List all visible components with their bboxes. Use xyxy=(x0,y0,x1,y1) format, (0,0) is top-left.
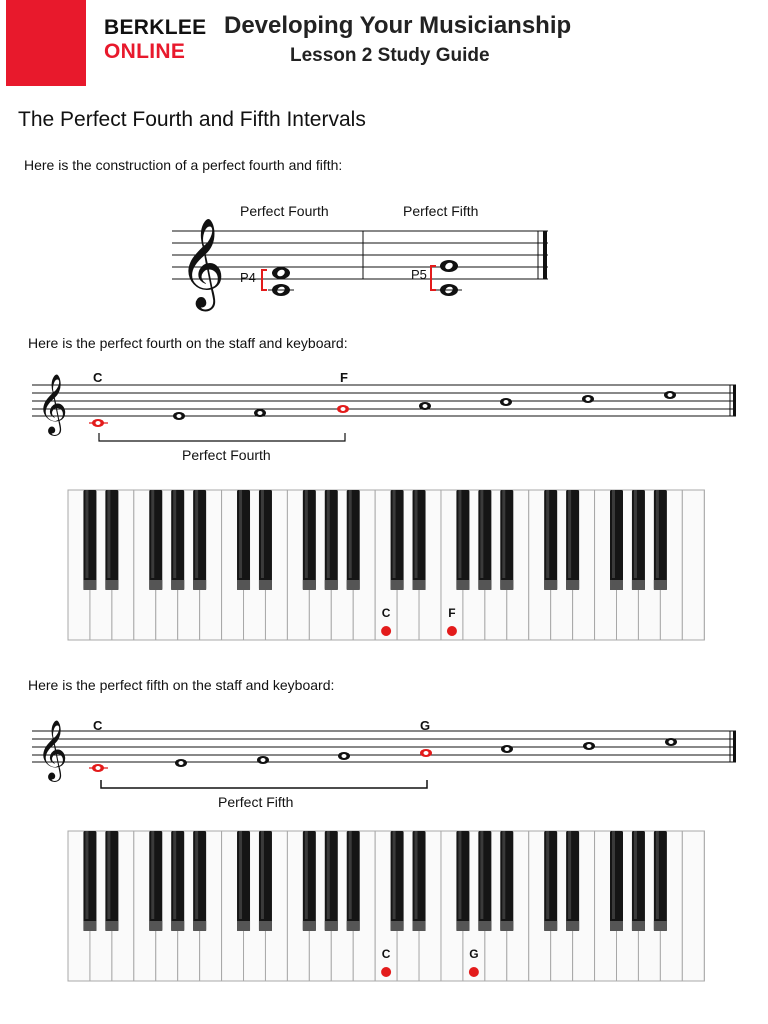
intro-paragraph: Here is the construction of a perfect fourth and fifth: xyxy=(24,157,343,173)
brand-name-line2: ONLINE xyxy=(104,40,186,63)
key-c-label: C xyxy=(381,947,391,961)
key-marker-dot xyxy=(469,967,479,977)
fourth-bracket-label: Perfect Fourth xyxy=(182,447,271,463)
black-key xyxy=(149,831,162,931)
course-title: Developing Your Musicianship xyxy=(224,12,572,39)
brand-name-line1: BERKLEE xyxy=(104,16,207,39)
fourth-end-note-label: F xyxy=(340,370,348,385)
white-key xyxy=(682,831,704,981)
key-c-label: C xyxy=(381,606,391,620)
black-key xyxy=(566,831,579,931)
black-key xyxy=(193,831,206,931)
treble-clef-icon: 𝄞 xyxy=(179,218,226,308)
perfect-fifth-heading: Perfect Fifth xyxy=(403,203,479,219)
black-key xyxy=(303,831,316,931)
treble-clef-icon: 𝄞 xyxy=(37,720,68,780)
fifth-paragraph: Here is the perfect fifth on the staff and keyboard: xyxy=(28,677,335,693)
p4-tag: P4 xyxy=(240,270,256,285)
black-key xyxy=(500,831,513,931)
black-key xyxy=(259,831,272,931)
black-key xyxy=(413,831,426,931)
section-title: The Perfect Fourth and Fifth Intervals xyxy=(18,108,366,131)
key-marker-dot xyxy=(381,967,391,977)
fifth-bracket-label: Perfect Fifth xyxy=(218,794,294,810)
black-key xyxy=(171,831,184,931)
black-key xyxy=(456,831,469,931)
black-key xyxy=(347,831,360,931)
black-key xyxy=(83,831,96,931)
black-key xyxy=(544,831,557,931)
black-key xyxy=(391,831,404,931)
fifth-start-note-label: C xyxy=(93,718,103,733)
black-key xyxy=(237,831,250,931)
fourth-start-note-label: C xyxy=(93,370,103,385)
black-key xyxy=(325,831,338,931)
black-key xyxy=(478,831,491,931)
key-f-label: F xyxy=(448,606,456,620)
fifth-end-note-label: G xyxy=(420,718,431,733)
black-key xyxy=(632,831,645,931)
black-key xyxy=(105,831,118,931)
treble-clef-icon: 𝄞 xyxy=(37,374,68,434)
lesson-title: Lesson 2 Study Guide xyxy=(290,45,490,66)
black-key xyxy=(610,831,623,931)
fourth-paragraph: Here is the perfect fourth on the staff and keyboard: xyxy=(28,335,348,351)
p5-tag: P5 xyxy=(411,267,427,282)
perfect-fourth-heading: Perfect Fourth xyxy=(240,203,329,219)
key-g-label: G xyxy=(469,947,479,961)
black-key xyxy=(654,831,667,931)
